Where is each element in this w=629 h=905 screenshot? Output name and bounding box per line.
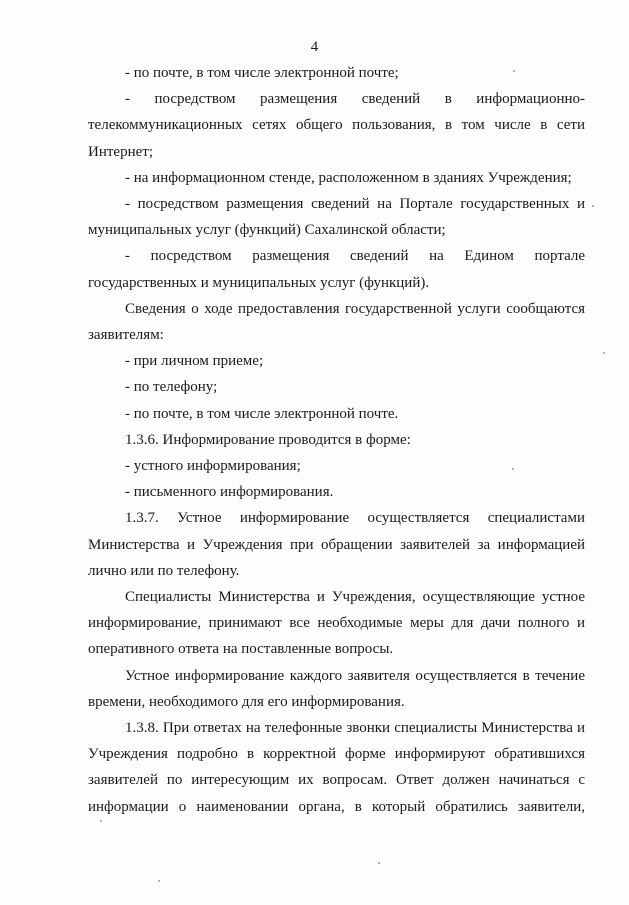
scan-speck bbox=[378, 862, 380, 864]
paragraph-post: - по почте, в том числе электронной почте. bbox=[125, 405, 399, 422]
paragraph-1-3-6: 1.3.6. Информирование проводится в форме: bbox=[125, 431, 411, 448]
paragraph-regional-portal: - посредством размещения сведений на Портале государственных и муниципальных услуг (функций) Сахалинской области; bbox=[88, 196, 585, 239]
scan-speck bbox=[158, 880, 160, 882]
page-number: 4 bbox=[310, 39, 319, 55]
document-body bbox=[88, 60, 585, 820]
paragraph-internet: - посредством размещения сведений в информационно-телекоммуникационных сетях общего пользования, в том числе в сети Интернет; bbox=[88, 91, 585, 160]
paragraph-personal-visit: - при личном приеме; bbox=[125, 353, 264, 370]
paragraph-1-3-8: 1.3.8. При ответах на телефонные звонки специалисты Министерства и Учреждения подробно в корректной форме информируют обратившихся заявителей по интересующим их вопросам. Ответ должен начинаться с информации о наименовании органа, в который обратились заявители, bbox=[88, 720, 585, 815]
paragraph-info-stand: - на информационном стенде, расположенном в зданиях Учреждения; bbox=[125, 169, 572, 186]
paragraph-oral-duration: Устное информирование каждого заявителя осуществляется в течение времени, необходимого для его информирования. bbox=[88, 667, 585, 710]
paragraph-1-3-7: 1.3.7. Устное информирование осуществляется специалистами Министерства и Учреждения при обращении заявителей за информацией лично или по телефону. bbox=[88, 510, 585, 579]
paragraph-progress-info: Сведения о ходе предоставления государственной услуги сообщаются заявителям: bbox=[88, 300, 585, 344]
scan-speck bbox=[603, 352, 605, 354]
paragraph-written: - письменного информирования. bbox=[125, 484, 334, 501]
paragraph-email: - по почте, в том числе электронной почте; bbox=[125, 65, 399, 81]
scan-speck bbox=[512, 468, 514, 470]
paragraph-specialists: Специалисты Министерства и Учреждения, осуществляющие устное информирование, принимают все необходимые меры для дачи полного и оперативного ответа на поставленные вопросы. bbox=[88, 589, 585, 658]
paragraph-phone: - по телефону; bbox=[125, 379, 218, 396]
scan-speck bbox=[513, 70, 515, 72]
scan-speck bbox=[100, 820, 102, 822]
paragraph-oral: - устного информирования; bbox=[125, 458, 301, 475]
paragraph-unified-portal: - посредством размещения сведений на Едином портале государственных и муниципальных услуг (функций). bbox=[88, 248, 585, 291]
scan-speck bbox=[592, 205, 594, 207]
